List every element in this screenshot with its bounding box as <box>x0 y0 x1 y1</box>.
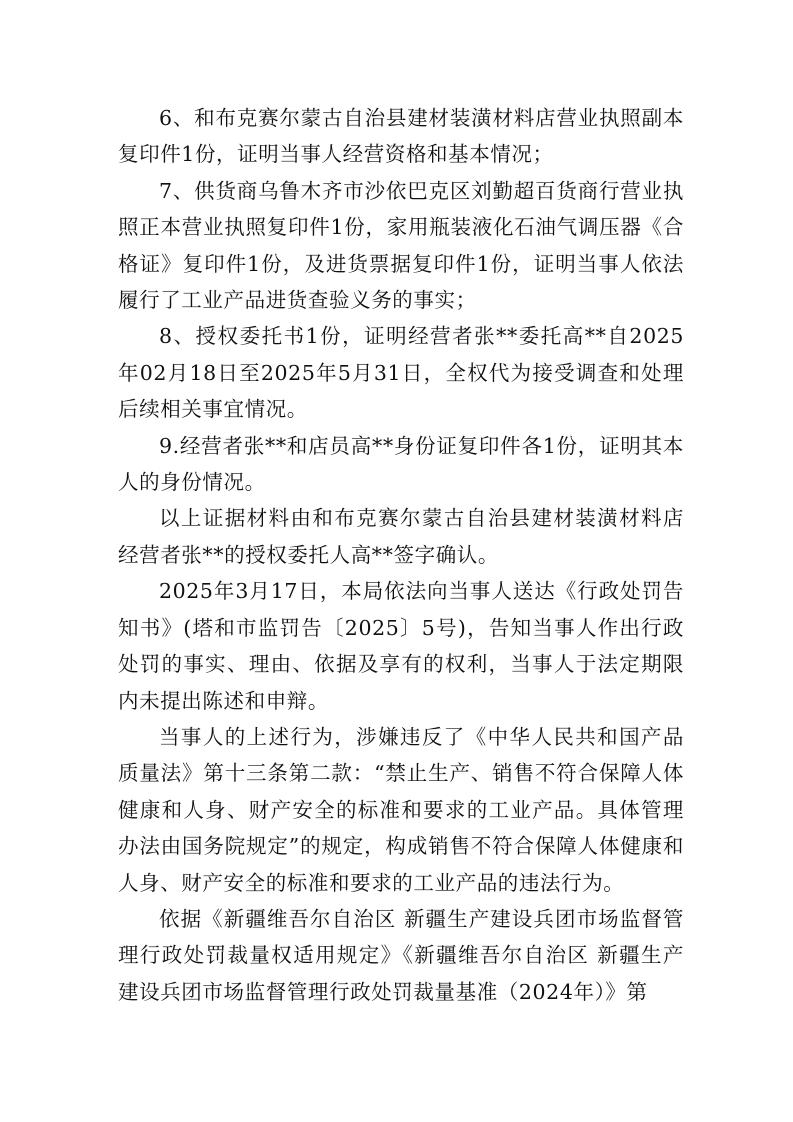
paragraph-legal-basis: 依据《新疆维吾尔自治区 新疆生产建设兵团市场监督管理行政处罚裁量权适用规定》《新疆维吾尔自治区 新疆生产建设兵团市场监督管理行政处罚裁量基准（2024年）》第 <box>118 906 684 1004</box>
paragraph-item-7: 7、供货商乌鲁木齐市沙依巴克区刘勤超百货商行营业执照正本营业执照复印件1份，家用瓶装液化石油气调压器《合格证》复印件1份，及进货票据复印件1份，证明当事人依法履行了工业产品进货查验义务的事实； <box>118 178 684 313</box>
paragraph-evidence-confirmation: 以上证据材料由和布克赛尔蒙古自治县建材装潢材料店经营者张**的授权委托人高**签字确认。 <box>118 506 684 567</box>
paragraph-item-6: 6、和布克赛尔蒙古自治县建材装潢材料店营业执照副本复印件1份，证明当事人经营资格和基本情况； <box>118 106 684 167</box>
paragraph-item-9: 9.经营者张**和店员高**身份证复印件各1份，证明其本人的身份情况。 <box>118 433 684 495</box>
paragraph-item-8: 8、授权委托书1份，证明经营者张**委托高**自2025年02月18日至2025年5月31日，全权代为接受调查和处理后续相关事宜情况。 <box>118 324 684 422</box>
paragraph-violation: 当事人的上述行为，涉嫌违反了《中华人民共和国产品质量法》第十三条第二款：“禁止生产、销售不符合保障人体健康和人身、财产安全的标准和要求的工业产品。具体管理办法由国务院规定”的规定，构成销售不符合保障人体健康和人身、财产安全的标准和要求的工业产品的违法行为。 <box>118 724 684 895</box>
paragraph-notice-delivery: 2025年3月17日，本局依法向当事人送达《行政处罚告知书》(塔和市监罚告〔2025〕5号)，告知当事人作出行政处罚的事实、理由、依据及享有的权利，当事人于法定期限内未提出陈述和申辩。 <box>118 579 684 713</box>
document-body <box>118 100 684 1010</box>
